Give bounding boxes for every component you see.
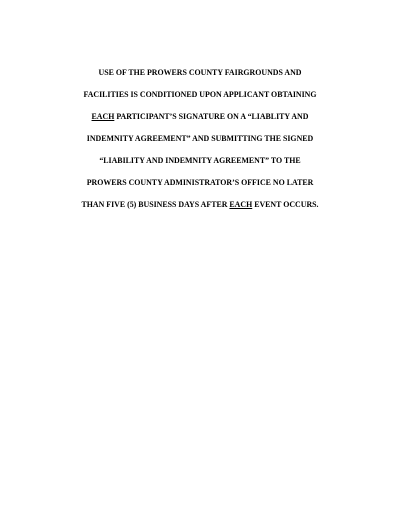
notice-line-6: PROWERS COUNTY ADMINISTRATOR’S OFFICE NO LATER	[86, 178, 314, 187]
notice-line-5: “LIABILITY AND INDEMNITY AGREEMENT” TO THE	[99, 156, 301, 165]
notice-line-7-before: THAN FIVE (5) BUSINESS DAYS AFTER	[81, 200, 230, 209]
emphasis-each: EACH	[229, 200, 253, 209]
emphasis-each: EACH	[91, 112, 115, 121]
notice-line-3-text: PARTICIPANT’S SIGNATURE ON A “LIABLITY AND	[114, 112, 309, 121]
notice-line-3	[40, 112, 360, 121]
notice-line-7	[40, 200, 360, 209]
notice-line-7-after: EVENT OCCURS.	[252, 200, 319, 209]
notice-line-4: INDEMNITY AGREEMENT” AND SUBMITTING THE SIGNED	[86, 134, 314, 143]
conditions-notice	[40, 68, 360, 222]
notice-line-2: FACILITIES IS CONDITIONED UPON APPLICANT OBTAINING	[83, 90, 317, 99]
notice-line-1: USE OF THE PROWERS COUNTY FAIRGROUNDS AND	[98, 68, 302, 77]
